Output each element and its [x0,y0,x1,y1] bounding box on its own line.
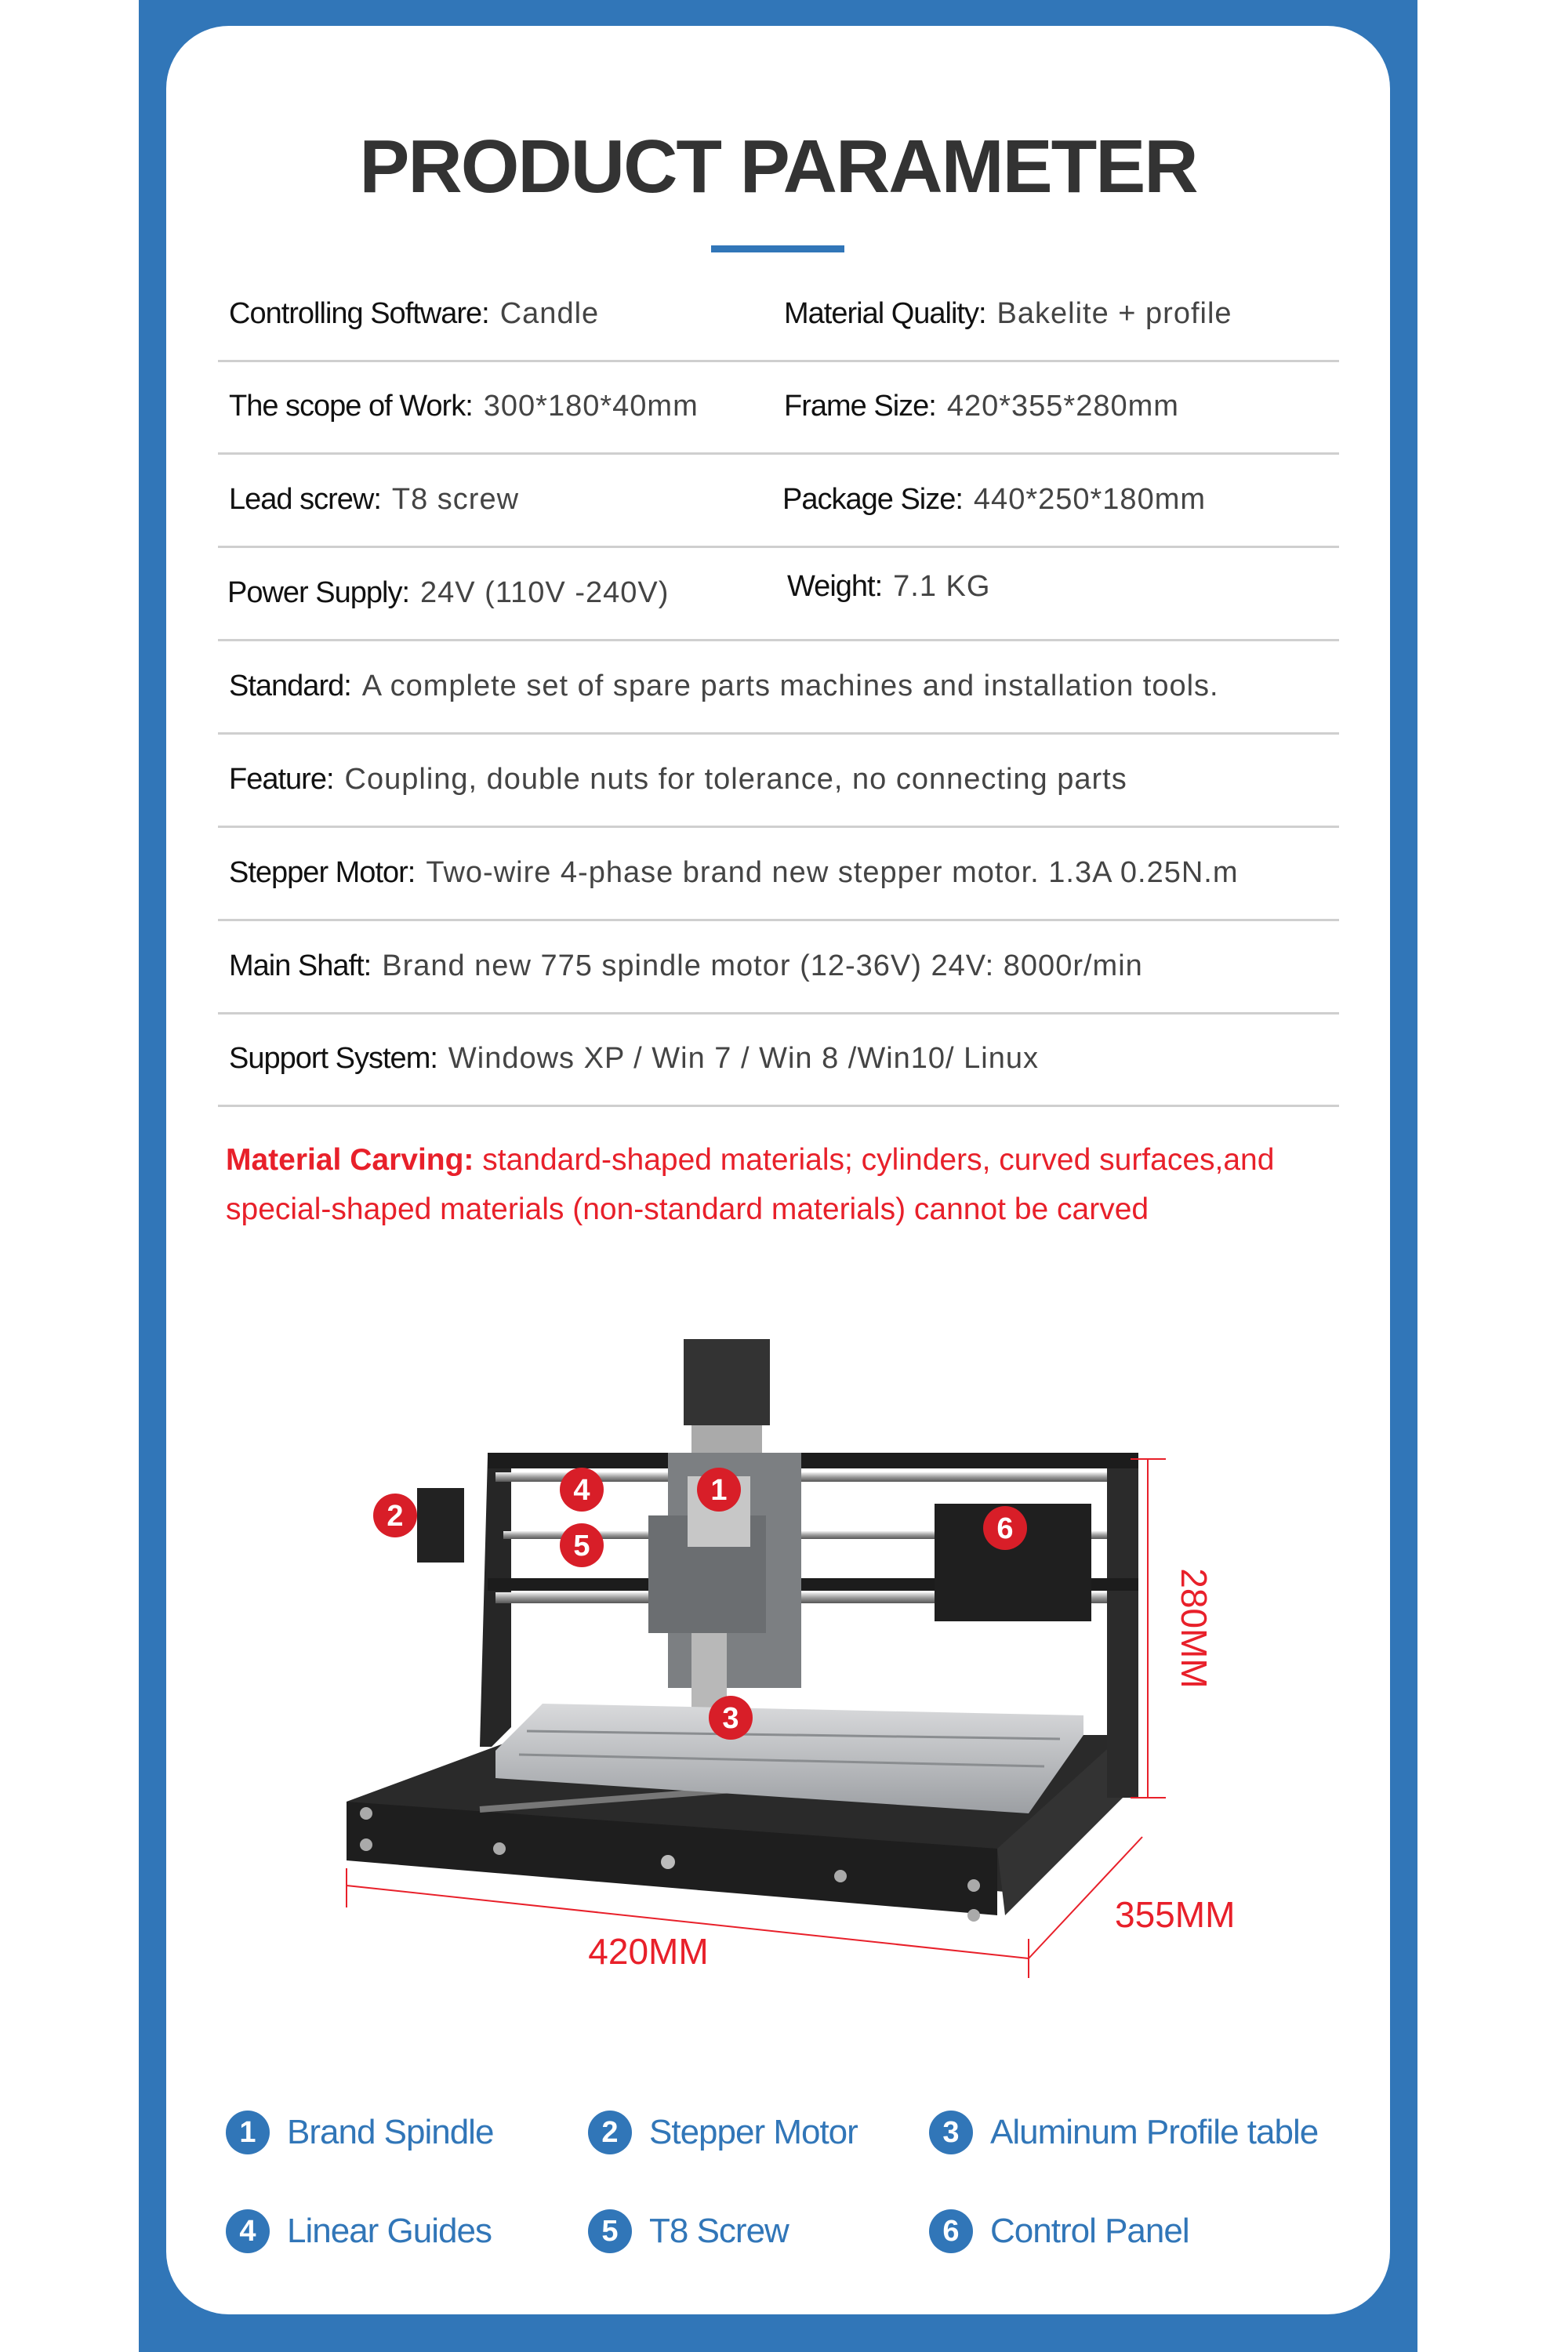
legend-label: Stepper Motor [649,2113,858,2151]
number-badge-icon: 3 [929,2111,973,2154]
param-label: Feature: [229,762,334,796]
param-value: 7.1 KG [893,569,991,603]
param-label: Controlling Software: [229,296,489,330]
legend-item-aluminum-profile-table [929,2105,1318,2160]
param-label: Frame Size: [784,389,936,423]
marker-2: 2 [387,1500,404,1533]
legend-row [226,2105,1355,2160]
param-label: Support System: [229,1041,437,1075]
parameter-card [166,26,1390,2314]
param-value: Brand new 775 spindle motor (12-36V) 24V: 8000r/min [382,949,1143,982]
carving-note [226,1135,1355,1234]
param-row [218,360,1339,455]
cnc-machine-illustration [323,1296,1248,2002]
param-value: T8 screw [391,482,520,516]
param-label: Weight: [787,569,883,603]
param-label: Stepper Motor: [229,855,416,889]
height-dimension-label: 280MM [1174,1568,1214,1689]
param-label: Package Size: [782,482,963,516]
legend-label: Linear Guides [287,2212,492,2250]
number-badge-icon: 6 [929,2209,973,2253]
marker-3: 3 [722,1702,739,1735]
param-value: Candle [499,296,600,330]
legend-label: Control Panel [990,2212,1189,2250]
param-value: 300*180*40mm [483,389,699,423]
carving-note-line1: standard-shaped materials; cylinders, curved surfaces,and [474,1143,1275,1177]
marker-5: 5 [573,1530,590,1563]
carving-note-line2: special-shaped materials (non-standard materials) cannot be carved [226,1192,1149,1226]
legend-label: Brand Spindle [287,2113,494,2151]
param-row [218,640,1339,735]
param-value: A complete set of spare parts machines and installation tools. [361,669,1219,702]
number-badge-icon: 5 [588,2209,632,2253]
param-value: Bakelite + profile [996,296,1232,330]
param-label: Standard: [229,669,351,702]
param-row [218,920,1339,1014]
number-badge-icon: 4 [226,2209,270,2253]
legend-item-t8-screw [588,2204,789,2259]
param-row [218,267,1339,362]
number-badge-icon: 1 [226,2111,270,2154]
legend-item-linear-guides [226,2204,492,2259]
legend-item-control-panel [929,2204,1189,2259]
width-dimension-label: 420MM [588,1931,709,1972]
param-label: Main Shaft: [229,949,372,982]
param-row [218,733,1339,828]
param-value: Two-wire 4-phase brand new stepper motor. 1.3A 0.25N.m [426,855,1239,889]
marker-1: 1 [710,1474,728,1507]
carving-note-label: Material Carving: [226,1143,474,1177]
param-label: Power Supply: [227,575,410,609]
param-value: 24V (110V -240V) [420,575,670,609]
param-label: Material Quality: [784,296,986,330]
page-title: PRODUCT PARAMETER [359,125,1197,209]
param-value: Coupling, double nuts for tolerance, no connecting parts [344,762,1127,796]
param-value: 440*250*180mm [973,482,1207,516]
param-row [218,546,1339,641]
depth-dimension-label: 355MM [1115,1894,1236,1935]
param-label: Lead screw: [229,482,381,516]
marker-4: 4 [573,1474,590,1507]
legend-label: Aluminum Profile table [990,2113,1319,2151]
param-value: 420*355*280mm [946,389,1179,423]
param-row [218,453,1339,548]
legend-row [226,2204,1355,2259]
param-value: Windows XP / Win 7 / Win 8 /Win10/ Linux [448,1041,1040,1075]
param-label: The scope of Work: [229,389,473,423]
param-row [218,826,1339,921]
marker-6: 6 [996,1512,1014,1545]
legend-item-brand-spindle [226,2105,493,2160]
legend-item-stepper-motor [588,2105,858,2160]
number-badge-icon: 2 [588,2111,632,2154]
param-row [218,1012,1339,1107]
legend-label: T8 Screw [649,2212,789,2250]
title-underline [711,245,844,252]
